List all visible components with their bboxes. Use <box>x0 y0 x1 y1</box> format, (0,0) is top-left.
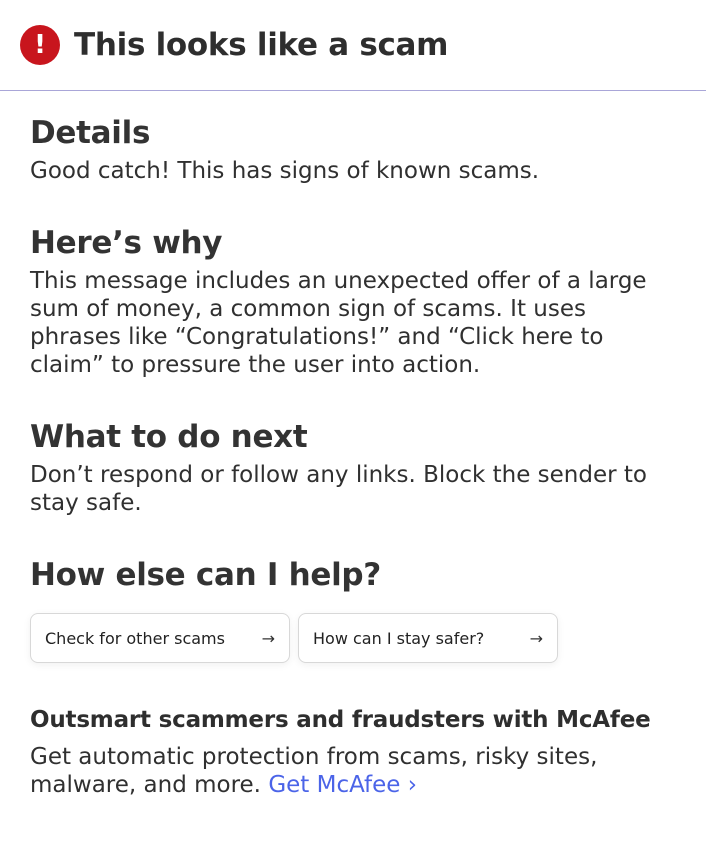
stay-safer-button[interactable] <box>298 613 558 663</box>
chip-label: How can I stay safer? <box>313 628 485 648</box>
details-heading: Details <box>30 115 151 151</box>
chip-label: Check for other scams <box>45 628 225 648</box>
why-text: This message includes an unexpected offer of a large sum of money, a common sign of scams. It uses phrases like “Congratulations!” and “Click here to claim” to pressure the user into action. <box>30 268 647 378</box>
next-heading: What to do next <box>30 419 308 455</box>
next-section <box>30 379 676 517</box>
help-section <box>30 517 676 663</box>
promo-text: Get automatic protection from scams, risky sites, malware, and more. <box>30 744 598 798</box>
promo-section <box>30 663 676 799</box>
help-heading: How else can I help? <box>30 557 381 593</box>
next-text: Don’t respond or follow any links. Block the sender to stay safe. <box>30 462 647 516</box>
check-other-scams-button[interactable] <box>30 613 290 663</box>
arrow-right-icon: → <box>529 628 543 648</box>
alert-icon: ! <box>20 25 60 65</box>
promo-heading: Outsmart scammers and fraudsters with McAfee <box>30 707 651 733</box>
details-section <box>30 91 676 185</box>
details-text: Good catch! This has signs of known scams. <box>30 158 540 184</box>
why-heading: Here’s why <box>30 225 223 261</box>
header <box>0 0 706 91</box>
why-section <box>30 185 676 379</box>
get-mcafee-link[interactable]: Get McAfee › <box>268 772 417 798</box>
suggestion-chips <box>30 613 676 663</box>
promo-text-block <box>30 743 676 799</box>
arrow-right-icon: → <box>261 628 275 648</box>
page-title: This looks like a scam <box>74 27 449 63</box>
main-content <box>0 91 706 799</box>
